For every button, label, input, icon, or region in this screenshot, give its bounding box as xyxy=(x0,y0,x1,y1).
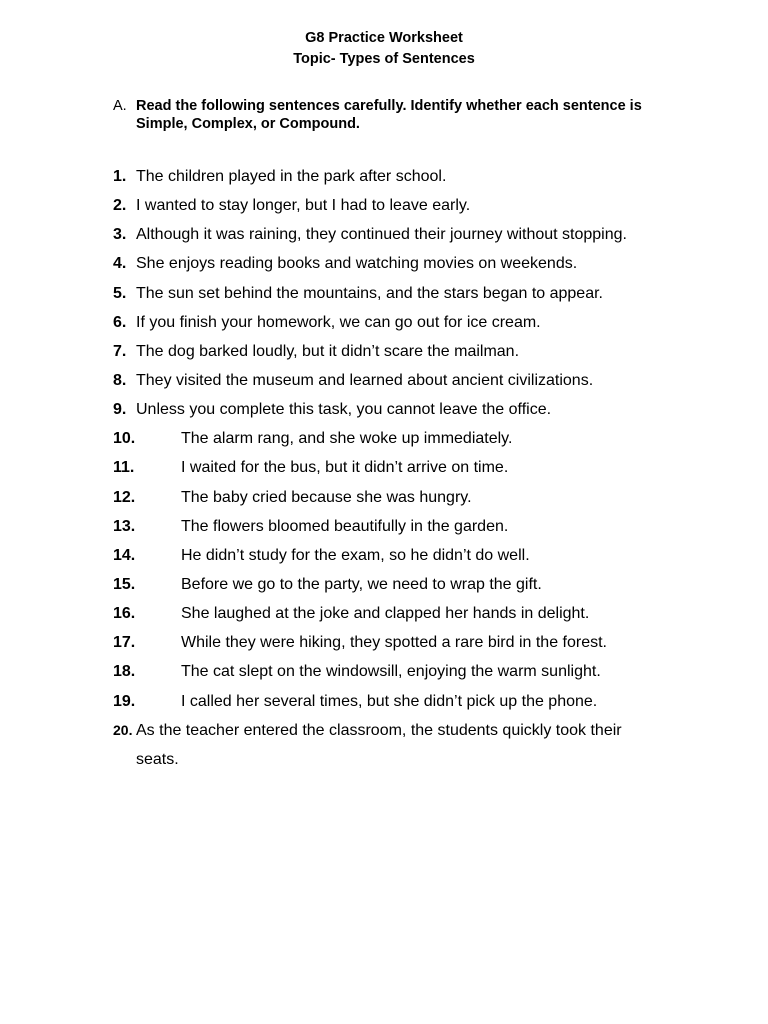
item-text: The baby cried because she was hungry. xyxy=(181,488,472,506)
section-instruction: Read the following sentences carefully. Identify whether each sentence is Simple, Complex, or Compound. xyxy=(136,98,642,132)
sentence-item xyxy=(113,424,673,453)
section-marker: A. xyxy=(113,98,127,114)
item-number: 16. xyxy=(113,605,136,623)
item-number: 19. xyxy=(113,692,136,710)
sentence-item xyxy=(113,249,673,278)
sentence-item xyxy=(113,453,673,482)
item-text: Before we go to the party, we need to wrap the gift. xyxy=(181,575,542,593)
item-number: 10. xyxy=(113,430,136,448)
sentence-item xyxy=(113,512,673,541)
sentence-item xyxy=(113,220,673,249)
item-text: He didn’t study for the exam, so he didn’t do well. xyxy=(181,546,530,564)
section-a xyxy=(113,97,673,133)
item-text: The sun set behind the mountains, and the stars began to appear. xyxy=(136,284,603,302)
worksheet-title: G8 Practice Worksheet xyxy=(305,30,463,46)
item-number: 20. xyxy=(113,721,133,738)
sentence-item xyxy=(113,483,673,512)
sentence-item xyxy=(113,687,673,716)
item-number: 14. xyxy=(113,546,136,564)
sentence-item xyxy=(113,279,673,308)
item-text: While they were hiking, they spotted a rare bird in the forest. xyxy=(181,634,607,652)
item-text: I wanted to stay longer, but I had to leave early. xyxy=(136,197,471,215)
item-text: As the teacher entered the classroom, the students quickly took their seats. xyxy=(136,721,622,768)
item-number: 15. xyxy=(113,575,136,593)
item-number: 13. xyxy=(113,517,136,535)
item-text: She enjoys reading books and watching movies on weekends. xyxy=(136,255,578,273)
sentence-item xyxy=(113,541,673,570)
item-number: 8. xyxy=(113,371,127,389)
item-number: 6. xyxy=(113,313,127,331)
item-text: If you finish your homework, we can go out for ice cream. xyxy=(136,313,541,331)
sentence-item xyxy=(113,395,673,424)
item-number: 11. xyxy=(113,459,135,477)
sentence-item xyxy=(113,570,673,599)
item-number: 18. xyxy=(113,663,136,681)
item-text: Although it was raining, they continued their journey without stopping. xyxy=(136,226,627,244)
item-text: The dog barked loudly, but it didn’t scare the mailman. xyxy=(136,342,520,360)
sentence-item xyxy=(113,716,673,774)
item-text: She laughed at the joke and clapped her hands in delight. xyxy=(181,605,590,623)
item-number: 1. xyxy=(113,168,127,185)
item-number: 5. xyxy=(113,284,127,302)
item-number: 17. xyxy=(113,634,136,652)
sentence-item xyxy=(113,366,673,395)
item-text: The alarm rang, and she woke up immediately. xyxy=(181,430,513,448)
item-number: 4. xyxy=(113,255,127,273)
item-number: 7. xyxy=(113,342,127,360)
item-number: 2. xyxy=(113,197,127,215)
sentence-item xyxy=(113,657,673,686)
item-text: I called her several times, but she didn’t pick up the phone. xyxy=(181,692,598,710)
sentence-item xyxy=(113,337,673,366)
worksheet-topic: Topic- Types of Sentences xyxy=(293,51,475,67)
sentence-list xyxy=(113,162,673,774)
item-text: The children played in the park after school. xyxy=(136,168,447,185)
sentence-item xyxy=(113,599,673,628)
sentence-item xyxy=(113,628,673,657)
sentence-item xyxy=(113,191,673,220)
item-number: 3. xyxy=(113,226,127,244)
item-number: 12. xyxy=(113,488,136,506)
item-text: The flowers bloomed beautifully in the garden. xyxy=(181,517,509,535)
sentence-item xyxy=(113,162,673,191)
item-text: I waited for the bus, but it didn’t arrive on time. xyxy=(181,459,509,477)
sentence-item xyxy=(113,308,673,337)
item-text: They visited the museum and learned about ancient civilizations. xyxy=(136,371,594,389)
item-text: The cat slept on the windowsill, enjoying the warm sunlight. xyxy=(181,663,601,681)
item-number: 9. xyxy=(113,401,127,419)
item-text: Unless you complete this task, you cannot leave the office. xyxy=(136,401,552,419)
